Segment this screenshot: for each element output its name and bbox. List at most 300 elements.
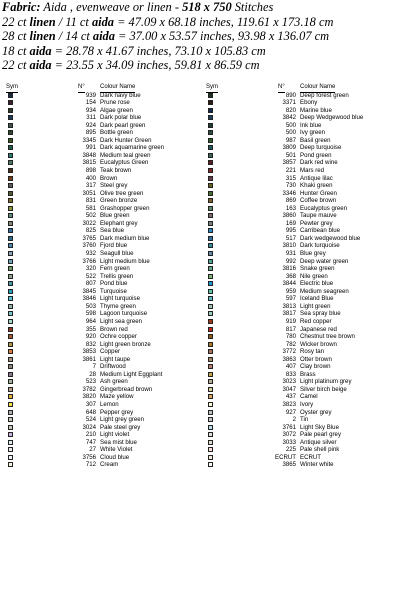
colour-number: 890 <box>285 91 296 99</box>
fabric-type: aida <box>29 58 52 73</box>
colour-number: 3345 <box>82 136 96 144</box>
colour-row <box>6 182 206 190</box>
size-line-22-linen <box>2 15 414 30</box>
colour-swatch <box>8 364 13 369</box>
colour-swatch <box>208 296 213 301</box>
colour-name: Teak brown <box>100 167 132 175</box>
colour-name: Pale steel grey <box>100 423 141 431</box>
colour-swatch <box>208 432 213 437</box>
colour-name: Lagoon turquoise <box>100 310 148 318</box>
colour-row <box>6 152 206 160</box>
colour-swatch <box>208 281 213 286</box>
colour-number: 7 <box>92 363 96 371</box>
colour-number: 3371 <box>282 99 296 107</box>
colour-number: 3863 <box>282 355 296 363</box>
colour-name: Marine blue <box>300 106 332 114</box>
colour-row <box>6 129 206 137</box>
colour-swatch <box>208 145 213 150</box>
colour-name: Dark Hunter Green <box>100 136 152 144</box>
colour-row <box>206 363 406 371</box>
colour-swatch <box>8 266 13 271</box>
colour-number: 2 <box>292 416 296 424</box>
colour-row <box>206 280 406 288</box>
colour-row <box>6 439 206 447</box>
colour-swatch <box>208 462 213 467</box>
colour-swatch <box>208 455 213 460</box>
colour-row <box>206 439 406 447</box>
colour-number: 154 <box>85 99 96 107</box>
colour-name: Ebony <box>300 99 318 107</box>
colour-swatch <box>208 191 213 196</box>
colour-swatch <box>208 115 213 120</box>
colour-swatch <box>208 183 213 188</box>
colour-name: White Violet <box>100 446 133 454</box>
colour-swatch <box>208 236 213 241</box>
fabric-type: aida <box>29 43 52 58</box>
colour-swatch <box>8 417 13 422</box>
colour-name: Tin <box>300 416 309 424</box>
colour-swatch <box>8 259 13 264</box>
colour-swatch <box>8 402 13 407</box>
colour-swatch <box>8 462 13 467</box>
colour-number: 522 <box>85 272 96 280</box>
colour-name: Brown red <box>100 325 128 333</box>
colour-name: Trellis green <box>100 272 134 280</box>
colour-number: 3772 <box>282 348 296 356</box>
colour-key-table <box>0 84 416 469</box>
colour-row <box>206 318 406 326</box>
colour-name: Cream <box>100 461 119 469</box>
colour-name: Iceland Blue <box>300 295 334 303</box>
colour-name: Dark aquamarine green <box>100 144 165 152</box>
colour-number: 500 <box>285 121 296 129</box>
colour-number: 307 <box>85 400 96 408</box>
colour-number: 648 <box>85 408 96 416</box>
colour-name: Thyme green <box>100 302 136 310</box>
colour-name: Green bronze <box>100 197 138 205</box>
colour-name: Copper <box>100 348 120 356</box>
colour-number: 3756 <box>82 453 96 461</box>
colour-name: Dark medium blue <box>100 234 150 242</box>
size-line-18-aida <box>2 44 414 59</box>
colour-name: Gingerbread brown <box>100 385 153 393</box>
colour-number: 210 <box>85 431 96 439</box>
colour-swatch <box>8 168 13 173</box>
colour-number: ECRUT <box>275 453 296 461</box>
colour-number: 28 <box>89 370 96 378</box>
colour-number: 503 <box>85 302 96 310</box>
colour-swatch <box>208 402 213 407</box>
colour-number: 163 <box>285 204 296 212</box>
colour-number: 869 <box>285 197 296 205</box>
colour-number: 932 <box>85 250 96 258</box>
number-header: N° <box>78 84 85 93</box>
size-line-22-aida <box>2 58 414 73</box>
colour-row <box>206 431 406 439</box>
sym-header: Sym <box>206 84 218 93</box>
colour-number: 320 <box>85 265 96 273</box>
colour-row <box>6 190 206 198</box>
stitch-count: 518 x 750 <box>182 0 232 14</box>
colour-number: 311 <box>86 114 96 122</box>
colour-number: 987 <box>285 136 296 144</box>
colour-row <box>6 310 206 318</box>
colour-row <box>206 461 406 469</box>
colour-number: 517 <box>285 234 296 242</box>
colour-swatch <box>8 372 13 377</box>
colour-name: Light taupe <box>100 355 131 363</box>
colour-number: 3846 <box>82 295 96 303</box>
colour-column-right <box>206 84 406 469</box>
colour-swatch <box>8 455 13 460</box>
colour-swatch <box>8 228 13 233</box>
colour-swatch <box>8 236 13 241</box>
colour-row <box>206 107 406 115</box>
colour-row <box>206 303 406 311</box>
fabric-type: linen <box>29 29 56 44</box>
colour-name: Bottle green <box>100 129 133 137</box>
colour-name: Medium Light Eggplant <box>100 370 163 378</box>
colour-swatch <box>8 334 13 339</box>
colour-row <box>206 182 406 190</box>
colour-row <box>206 348 406 356</box>
colour-row <box>206 220 406 228</box>
colour-row <box>6 107 206 115</box>
colour-name: Driftwood <box>100 363 126 371</box>
colour-swatch <box>208 410 213 415</box>
colour-row <box>6 371 206 379</box>
colour-number: 523 <box>85 378 96 386</box>
colour-number: 919 <box>285 317 296 325</box>
colour-swatch <box>8 251 13 256</box>
colour-swatch <box>208 394 213 399</box>
colour-swatch <box>208 440 213 445</box>
colour-number: 3033 <box>282 438 296 446</box>
colour-swatch <box>8 93 13 98</box>
size-line-28-linen <box>2 29 414 44</box>
colour-swatch <box>8 198 13 203</box>
colour-swatch <box>8 304 13 309</box>
colour-number: 3823 <box>282 400 296 408</box>
colour-row <box>206 409 406 417</box>
colour-name: Steel grey <box>100 182 128 190</box>
count-mid: / 11 ct <box>55 14 92 29</box>
colour-row <box>6 137 206 145</box>
colour-row <box>6 197 206 205</box>
colour-row <box>6 212 206 220</box>
colour-row <box>6 144 206 152</box>
colour-swatch <box>8 327 13 332</box>
colour-swatch <box>208 93 213 98</box>
colour-swatch <box>8 206 13 211</box>
colour-row <box>6 424 206 432</box>
colour-swatch <box>208 372 213 377</box>
colour-swatch <box>8 221 13 226</box>
colour-name: Otter brown <box>300 355 332 363</box>
colour-row <box>6 227 206 235</box>
colour-number: 3809 <box>282 144 296 152</box>
colour-name: Basil green <box>300 136 331 144</box>
count-prefix: 28 ct <box>2 29 30 44</box>
colour-number: 934 <box>85 106 96 114</box>
colour-name: Cloud blue <box>100 453 130 461</box>
colour-row <box>6 333 206 341</box>
colour-column-left <box>6 84 206 469</box>
colour-swatch <box>8 311 13 316</box>
colour-swatch <box>208 304 213 309</box>
colour-row <box>6 409 206 417</box>
colour-row <box>206 137 406 145</box>
colour-name: Nile green <box>300 272 328 280</box>
colour-number: 3820 <box>82 393 96 401</box>
colour-name: Dark navy blue <box>100 91 141 99</box>
colour-swatch <box>8 440 13 445</box>
colour-swatch <box>208 289 213 294</box>
colour-number: 3860 <box>282 212 296 220</box>
colour-name: Medium teal green <box>100 151 151 159</box>
colour-swatch <box>8 379 13 384</box>
colour-row <box>6 356 206 364</box>
colour-number: 747 <box>85 438 96 446</box>
colour-row <box>6 220 206 228</box>
colour-name: Japanese red <box>300 325 337 333</box>
colour-swatch <box>8 394 13 399</box>
colour-name: Ivy green <box>300 129 326 137</box>
colour-name: Silver birch beige <box>300 385 347 393</box>
colour-name: Taupe mauve <box>300 212 337 220</box>
colour-number: 437 <box>285 393 296 401</box>
colour-swatch <box>208 259 213 264</box>
colour-number: 959 <box>285 287 296 295</box>
colour-name: Sea blue <box>100 227 125 235</box>
colour-name: Olive tree green <box>100 189 144 197</box>
colour-number: 3844 <box>282 280 296 288</box>
colour-name: Antique silver <box>300 438 337 446</box>
colour-number: 3760 <box>82 242 96 250</box>
colour-name: Lemon <box>100 400 119 408</box>
colour-row <box>206 273 406 281</box>
colour-swatch <box>8 213 13 218</box>
colour-name: Sea mist blue <box>100 438 137 446</box>
colour-number: 898 <box>85 167 96 175</box>
colour-name: Light violet <box>100 431 130 439</box>
colour-swatch <box>208 168 213 173</box>
colour-row <box>206 235 406 243</box>
colour-row <box>206 416 406 424</box>
colour-number: 3051 <box>82 189 96 197</box>
colour-row <box>206 295 406 303</box>
colour-name: Brown <box>100 174 118 182</box>
colour-row <box>6 318 206 326</box>
colour-row <box>206 356 406 364</box>
colour-row <box>6 454 206 462</box>
fabric-line <box>2 0 414 15</box>
count-prefix: 22 ct <box>2 58 30 73</box>
colour-swatch <box>8 447 13 452</box>
colour-swatch <box>208 349 213 354</box>
colour-name: Light green bronze <box>100 340 151 348</box>
colour-number: 3766 <box>82 257 96 265</box>
colour-number: 825 <box>85 227 96 235</box>
colour-row <box>6 159 206 167</box>
colour-row <box>6 92 206 100</box>
colour-row <box>206 326 406 334</box>
colour-number: 3861 <box>82 355 96 363</box>
colour-number: 927 <box>285 408 296 416</box>
colour-number: 3765 <box>82 234 96 242</box>
colour-name: Pepper grey <box>100 408 134 416</box>
colour-swatch <box>8 183 13 188</box>
colour-number: 920 <box>85 333 96 341</box>
colour-name: Dark wedgewood blue <box>300 234 361 242</box>
colour-name: Clay brown <box>300 363 331 371</box>
colour-row <box>6 114 206 122</box>
colour-number: 3022 <box>82 219 96 227</box>
colour-row <box>6 295 206 303</box>
colour-swatch <box>8 123 13 128</box>
colour-number: 3813 <box>282 302 296 310</box>
colour-swatch <box>208 221 213 226</box>
colour-swatch <box>8 387 13 392</box>
colour-name: Light medium blue <box>100 257 150 265</box>
colour-swatch <box>208 364 213 369</box>
colour-row <box>206 122 406 130</box>
colour-name: Eucalyptus Green <box>100 159 149 167</box>
fabric-type: linen <box>29 14 56 29</box>
colour-number: 3815 <box>82 159 96 167</box>
colour-name: Pale shell pink <box>300 446 340 454</box>
column-header <box>6 84 206 92</box>
colour-number: 820 <box>285 106 296 114</box>
colour-swatch <box>208 251 213 256</box>
fabric-type-2: aida <box>92 29 115 44</box>
fabric-text: Aida , evenweave or linen - <box>40 0 183 14</box>
colour-swatch <box>8 432 13 437</box>
colour-name: Ash green <box>100 378 128 386</box>
sym-header: Sym <box>6 84 18 93</box>
colour-row <box>206 175 406 183</box>
number-header: N° <box>278 84 285 93</box>
colour-number: 995 <box>285 227 296 235</box>
colour-name: Dark polar blue <box>100 114 142 122</box>
colour-name: Ink blue <box>300 121 322 129</box>
fabric-label: Fabric: <box>2 0 41 14</box>
colour-number: 895 <box>85 129 96 137</box>
colour-row <box>6 250 206 258</box>
colour-name: Light turquoise <box>100 295 140 303</box>
colour-swatch <box>8 160 13 165</box>
colour-number: 501 <box>285 151 296 159</box>
colour-row <box>6 175 206 183</box>
colour-name: Deep water green <box>300 257 349 265</box>
colour-swatch <box>208 266 213 271</box>
colour-name: Khaki green <box>300 182 333 190</box>
colour-number: 581 <box>85 204 96 212</box>
colour-name: Deep forest green <box>300 91 349 99</box>
colour-swatch <box>8 191 13 196</box>
colour-swatch <box>8 349 13 354</box>
colour-name: Light Sky Blue <box>300 423 339 431</box>
colour-name: Blue green <box>100 212 130 220</box>
colour-number: 780 <box>285 333 296 341</box>
colour-row <box>206 393 406 401</box>
colour-row <box>6 303 206 311</box>
colour-swatch <box>8 243 13 248</box>
colour-number: 3845 <box>82 287 96 295</box>
colour-swatch <box>208 100 213 105</box>
colour-row <box>206 378 406 386</box>
colour-swatch <box>208 417 213 422</box>
colour-number: 500 <box>285 129 296 137</box>
colour-swatch <box>208 334 213 339</box>
colour-row <box>6 386 206 394</box>
colour-number: 964 <box>85 317 96 325</box>
colour-name: Blue grey <box>300 250 326 258</box>
colour-swatch <box>208 311 213 316</box>
colour-number: 992 <box>285 257 296 265</box>
colour-row <box>6 273 206 281</box>
colour-swatch <box>8 357 13 362</box>
colour-swatch <box>208 274 213 279</box>
colour-swatch <box>208 206 213 211</box>
colour-row <box>6 378 206 386</box>
colour-name: Turquoise <box>100 287 127 295</box>
colour-number: 3810 <box>282 242 296 250</box>
colour-number: 931 <box>285 250 296 258</box>
colour-number: 3817 <box>282 310 296 318</box>
colour-swatch <box>208 357 213 362</box>
colour-number: 221 <box>285 167 296 175</box>
fabric-type-2: aida <box>91 14 114 29</box>
count-mid: / 14 ct <box>55 29 93 44</box>
colour-row <box>206 212 406 220</box>
colour-swatch <box>8 115 13 120</box>
colour-row <box>6 431 206 439</box>
colour-row <box>206 227 406 235</box>
colour-name: Dark red wine <box>300 159 338 167</box>
colour-number: 317 <box>85 182 96 190</box>
colour-row <box>206 205 406 213</box>
colour-row <box>206 114 406 122</box>
colour-name: Light green <box>300 302 331 310</box>
colour-name: Chestnut tree brown <box>300 333 355 341</box>
colour-number: 524 <box>85 416 96 424</box>
colour-row <box>6 99 206 107</box>
colour-row <box>6 393 206 401</box>
colour-row <box>6 363 206 371</box>
colour-swatch <box>8 130 13 135</box>
colour-swatch <box>208 108 213 113</box>
colour-swatch <box>208 327 213 332</box>
colour-number: 3023 <box>282 378 296 386</box>
colour-row <box>6 348 206 356</box>
colour-number: 355 <box>85 325 96 333</box>
colour-number: 368 <box>285 272 296 280</box>
colour-name: Fern green <box>100 265 130 273</box>
colour-row <box>6 280 206 288</box>
colour-swatch <box>208 160 213 165</box>
colour-swatch <box>208 153 213 158</box>
colour-name: Algae green <box>100 106 133 114</box>
colour-row <box>206 341 406 349</box>
colour-name: Light platinum grey <box>300 378 352 386</box>
colour-name: Hunter Green <box>300 189 337 197</box>
colour-row <box>206 310 406 318</box>
colour-name: Deep turquoise <box>300 144 342 152</box>
colour-name: Rosy tan <box>300 348 325 356</box>
colour-name: Dark turquoise <box>300 242 340 250</box>
colour-row <box>6 461 206 469</box>
